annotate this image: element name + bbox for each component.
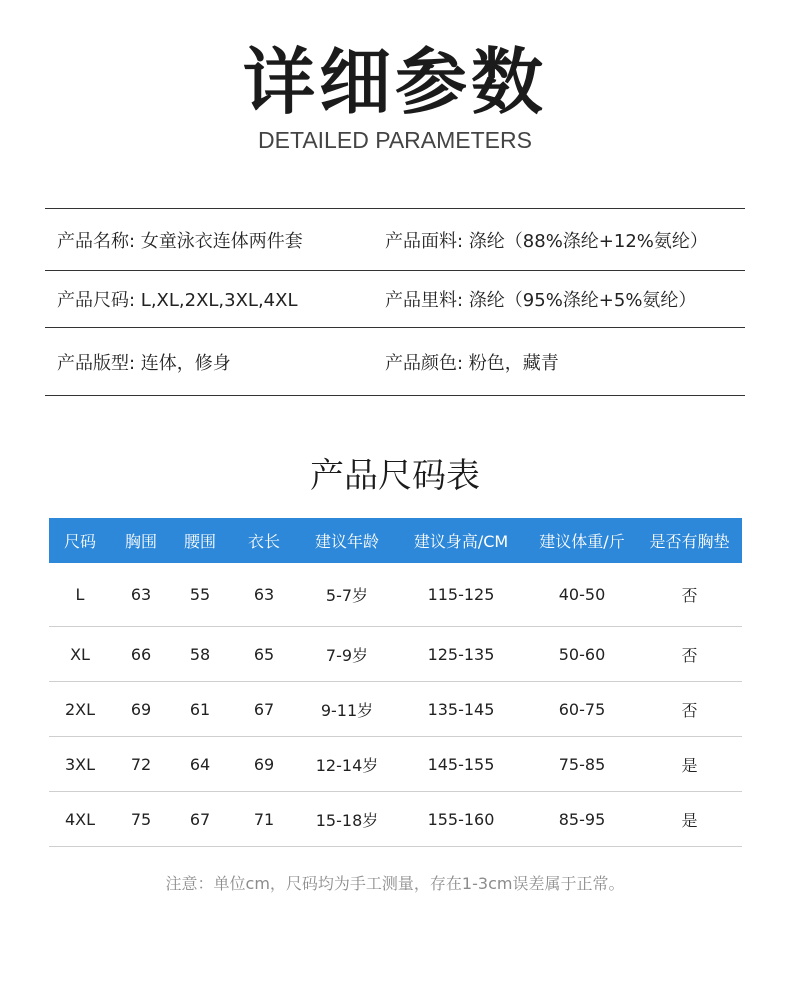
size-chart-header: [49, 518, 742, 563]
page-subtitle: DETAILED PARAMETERS: [258, 127, 532, 153]
param-fabric: 产品面料: 涤纶（88%涤纶+12%氨纶）: [385, 230, 708, 252]
size-chart-table: [49, 518, 742, 847]
table-cell: 58: [189, 644, 211, 664]
table-row: [49, 627, 742, 682]
size-chart-title: 产品尺码表: [310, 456, 480, 496]
table-cell: 71: [253, 809, 275, 829]
param-sizes: 产品尺码: L,XL,2XL,3XL,4XL: [57, 290, 298, 311]
param-product-name: 产品名称: 女童泳衣连体两件套: [57, 230, 303, 252]
table-cell: 66: [130, 644, 152, 664]
table-cell: 是: [681, 755, 698, 775]
table-cell: 50-60: [558, 644, 606, 664]
header-cell: 胸围: [124, 532, 157, 551]
table-cell: 115-125: [427, 585, 495, 604]
header-cell: 尺码: [63, 532, 96, 551]
table-cell: L: [75, 585, 85, 604]
table-cell: 61: [189, 699, 211, 719]
table-cell: 72: [130, 754, 152, 774]
table-cell: 75: [130, 809, 152, 829]
param-lining: 产品里料: 涤纶（95%涤纶+5%氨纶）: [385, 290, 697, 311]
table-cell: 69: [253, 754, 275, 774]
param-row: [45, 327, 745, 396]
table-cell: 5-7岁: [325, 586, 369, 605]
param-row: [45, 270, 745, 327]
table-cell: XL: [70, 644, 90, 664]
parameters-table: [45, 208, 745, 396]
table-cell: 4XL: [64, 809, 96, 829]
table-cell: 67: [189, 809, 211, 829]
param-fit: 产品版型: 连体，修身: [57, 352, 231, 374]
header-cell: 建议体重/斤: [539, 532, 625, 551]
header-cell: 衣长: [247, 532, 280, 551]
header-cell: 建议年龄: [314, 532, 379, 551]
table-cell: 69: [130, 699, 152, 719]
table-cell: 否: [681, 700, 698, 720]
table-cell: 63: [130, 585, 152, 604]
table-cell: 135-145: [427, 699, 495, 719]
table-cell: 64: [189, 754, 211, 774]
table-row: [49, 563, 742, 627]
table-cell: 60-75: [558, 699, 606, 719]
table-cell: 3XL: [64, 754, 96, 774]
table-cell: 85-95: [558, 809, 606, 829]
table-cell: 67: [253, 699, 275, 719]
table-cell: 125-135: [427, 644, 495, 664]
table-row: [49, 737, 742, 792]
table-cell: 9-11岁: [320, 700, 374, 720]
table-cell: 145-155: [427, 754, 495, 774]
table-cell: 7-9岁: [325, 645, 369, 665]
table-cell: 63: [253, 585, 275, 604]
table-cell: 12-14岁: [315, 755, 379, 775]
table-cell: 15-18岁: [315, 810, 379, 830]
table-cell: 65: [253, 644, 275, 664]
page-title: 详细参数: [242, 40, 547, 124]
table-cell: 155-160: [427, 809, 495, 829]
table-row: [49, 682, 742, 737]
param-color: 产品颜色: 粉色，藏青: [385, 352, 559, 374]
table-cell: 55: [189, 585, 211, 604]
table-cell: 否: [681, 586, 698, 605]
measurement-note: 注意：单位cm，尺码均为手工测量，存在1-3cm误差属于正常。: [165, 874, 625, 893]
header-cell: 建议身高/CM: [413, 532, 509, 551]
header-cell: 是否有胸垫: [649, 532, 730, 551]
param-row: [45, 208, 745, 270]
table-cell: 75-85: [558, 754, 606, 774]
table-cell: 否: [681, 645, 698, 665]
table-cell: 是: [681, 810, 698, 830]
table-cell: 2XL: [64, 699, 96, 719]
header-cell: 腰围: [183, 532, 216, 551]
table-row: [49, 792, 742, 847]
table-cell: 40-50: [558, 585, 606, 604]
